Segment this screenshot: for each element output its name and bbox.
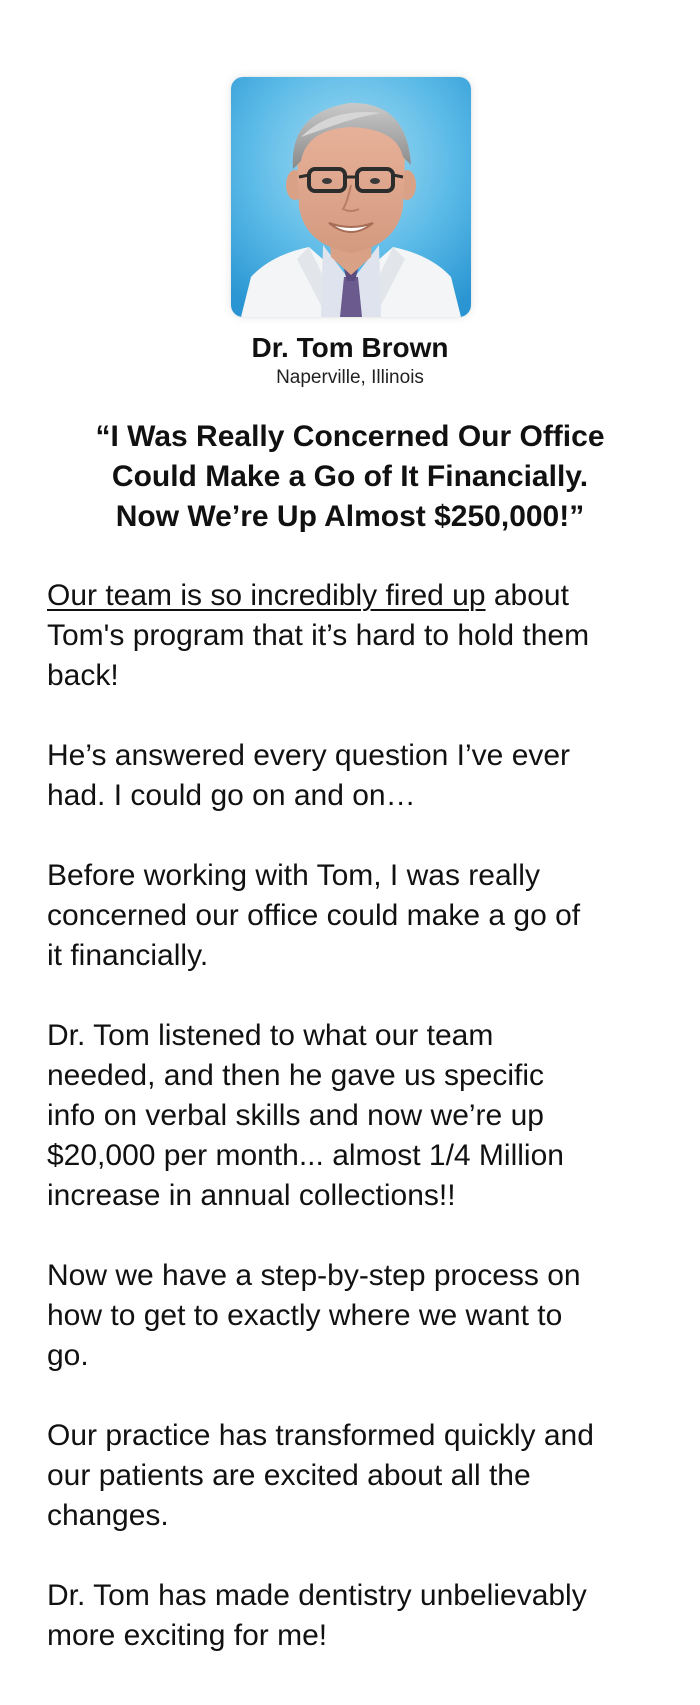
headline-line: Now We’re Up Almost $250,000!”: [115, 500, 585, 533]
paragraph-line: Dr. Tom has made dentistry unbelievably: [47, 1579, 587, 1612]
doctor-location: Naperville, Illinois: [276, 367, 424, 388]
paragraph-line: concerned our office could make a go of: [47, 899, 581, 932]
paragraph-line: Tom's program that it’s hard to hold them: [47, 619, 590, 652]
testimonial-paragraph: [47, 1416, 667, 1536]
paragraph-text: about: [485, 579, 569, 612]
testimonial-paragraph: [47, 1016, 667, 1216]
paragraph-line: it financially.: [47, 939, 209, 972]
paragraph-line: Dr. Tom listened to what our team: [47, 1019, 494, 1052]
doctor-name: Dr. Tom Brown: [251, 332, 449, 363]
testimonial-headline: [40, 417, 660, 537]
paragraph-line: changes.: [47, 1499, 169, 1532]
testimonial-paragraph: [47, 1576, 667, 1656]
paragraph-line: needed, and then he gave us specific: [47, 1059, 545, 1092]
testimonial-paragraph: [47, 856, 667, 976]
testimonial-paragraph: [47, 1256, 667, 1376]
underlined-emphasis: Our team is so incredibly fired up: [47, 579, 486, 612]
doctor-photo: [231, 77, 471, 317]
headline-line: Could Make a Go of It Financially.: [111, 460, 589, 493]
paragraph-line: Before working with Tom, I was really: [47, 859, 540, 892]
paragraph-line: Now we have a step-by-step process on: [47, 1259, 581, 1292]
paragraph-line: our patients are excited about all the: [47, 1459, 531, 1492]
paragraph-line: go.: [47, 1339, 89, 1372]
paragraph-line: back!: [47, 659, 119, 692]
paragraph-line: info on verbal skills and now we’re up: [47, 1099, 544, 1132]
paragraph-line: [47, 576, 667, 616]
paragraph-line: increase in annual collections!!: [47, 1179, 456, 1212]
headline-line: “I Was Really Concerned Our Office: [95, 420, 605, 453]
paragraph-line: how to get to exactly where we want to: [47, 1299, 563, 1332]
testimonial-paragraph: [47, 736, 667, 816]
paragraph-line: Our practice has transformed quickly and: [47, 1419, 594, 1452]
doctor-portrait-image: [231, 77, 471, 317]
paragraph-line: more exciting for me!: [47, 1619, 328, 1652]
testimonial-body: [47, 576, 667, 1656]
testimonial-paragraph: [47, 576, 667, 696]
paragraph-line: He’s answered every question I’ve ever: [47, 739, 571, 772]
paragraph-line: $20,000 per month... almost 1/4 Million: [47, 1139, 564, 1172]
paragraph-line: had. I could go on and on…: [47, 779, 416, 812]
